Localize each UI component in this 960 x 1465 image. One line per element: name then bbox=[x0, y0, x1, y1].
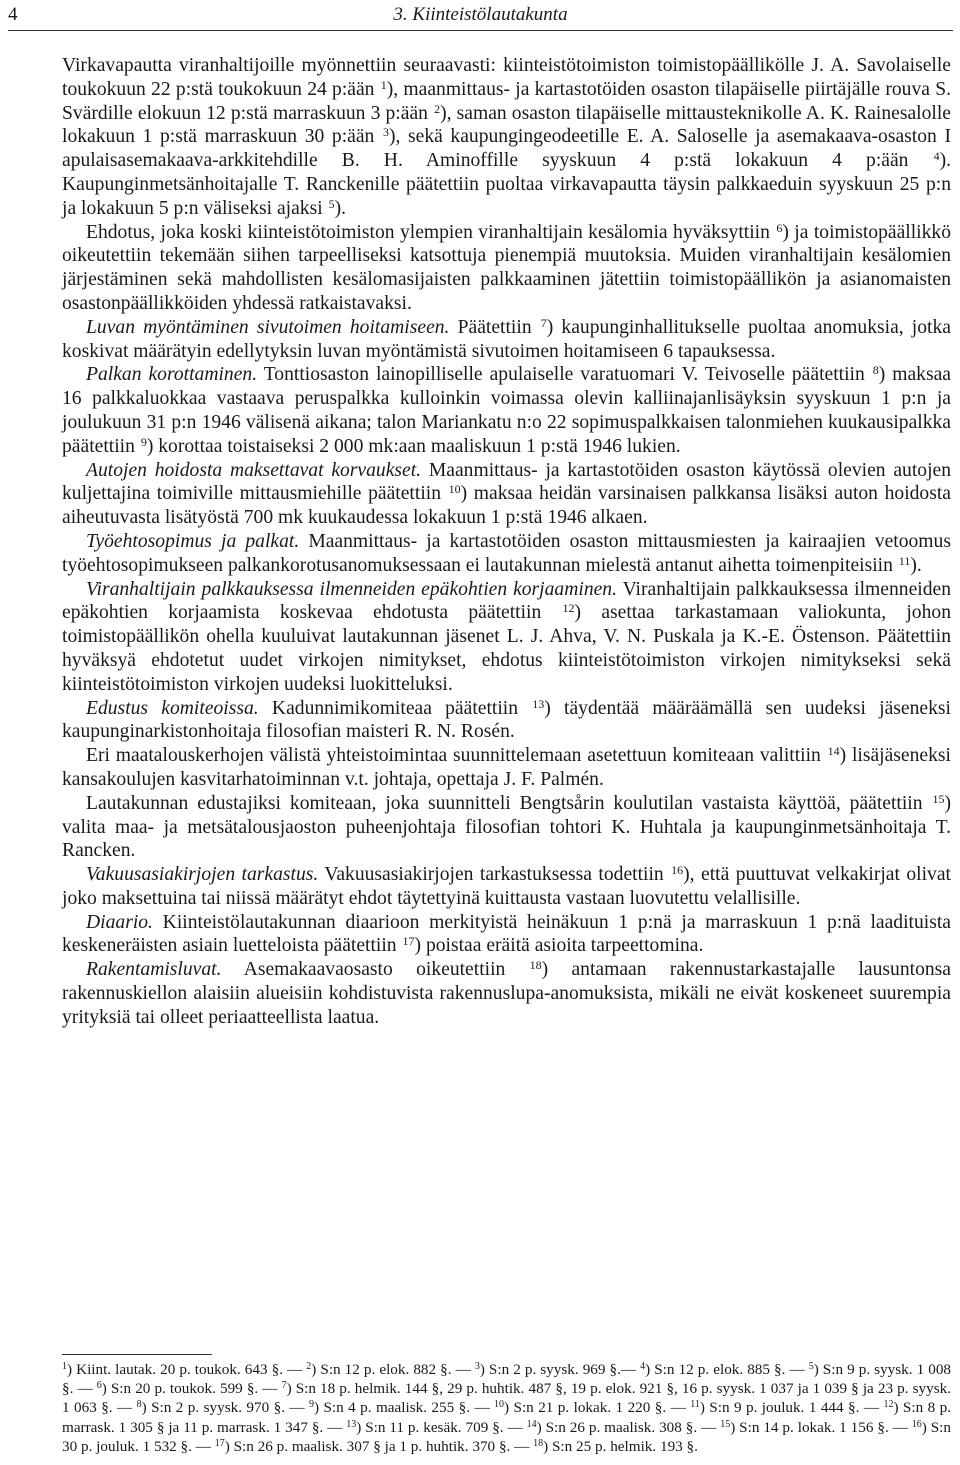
footnote-ref: 16 bbox=[671, 863, 684, 878]
section-heading: Autojen hoidosta maksettavat korvaukset. bbox=[86, 459, 422, 481]
section-heading: Rakentamisluvat. bbox=[86, 959, 222, 981]
text-run: ) S:n 2 p. syysk. 969 §.— bbox=[479, 1361, 641, 1378]
text-run: ) S:n 21 p. lokak. 1 220 §. — bbox=[504, 1399, 691, 1417]
paragraph bbox=[62, 316, 951, 364]
footnote-ref: 9 bbox=[140, 434, 147, 449]
text-run: ) S:n 14 p. lokak. 1 156 §. — bbox=[730, 1418, 912, 1436]
paragraph bbox=[62, 363, 951, 458]
section-heading: Edustus komiteoissa. bbox=[86, 697, 259, 719]
text-run: ) S:n 2 p. syysk. 970 §. — bbox=[141, 1399, 310, 1417]
footnote-ref: 9 bbox=[309, 1399, 315, 1411]
text-run: Kadunnimikomiteaa päätettiin bbox=[258, 697, 532, 719]
text-run: ) korottaa toistaiseksi 2 000 mk:aan maaliskuun 1 p:stä 1946 lukien. bbox=[146, 435, 681, 457]
paragraph bbox=[62, 54, 951, 221]
footnote-ref: 5 bbox=[328, 196, 335, 211]
section-heading: Vakuusasiakirjojen tarkastus. bbox=[86, 864, 319, 886]
paragraph bbox=[62, 958, 951, 1029]
text-run: ) lisäjäseneksi kansakoulujen kasvitarhatoiminnan v.t. johtaja, opettaja J. F. Palmén. bbox=[62, 745, 951, 790]
footnote-ref: 18 bbox=[533, 1437, 544, 1449]
paragraph bbox=[62, 744, 951, 792]
text-run: ) S:n 12 p. elok. 885 §. — bbox=[645, 1361, 809, 1378]
text-run: ) S:n 12 p. elok. 882 §. — bbox=[311, 1361, 475, 1378]
paragraph bbox=[62, 697, 951, 745]
paragraph bbox=[62, 459, 951, 530]
footnote-ref: 5 bbox=[808, 1361, 814, 1372]
text-run: ) S:n 8 p. marrask. 1 305 § ja 11 p. marrask. 1 347 §. — bbox=[62, 1399, 952, 1436]
text-run: ) S:n 4 p. maalisk. 255 §. — bbox=[314, 1399, 495, 1417]
footnote-ref: 12 bbox=[883, 1399, 894, 1411]
text-run: ) S:n 9 p. jouluk. 1 444 §. — bbox=[699, 1399, 884, 1417]
footnote-ref: 11 bbox=[690, 1399, 700, 1411]
footnote-ref: 8 bbox=[872, 363, 879, 378]
paragraph bbox=[62, 911, 951, 959]
footnote-ref: 6 bbox=[96, 1380, 102, 1392]
text-run: ) S:n 26 p. maalisk. 307 § ja 1 p. huhtik. 370 §. — bbox=[224, 1437, 534, 1455]
text-run: ), saman osaston tilapäiselle mittausteknikolle A. K. Rainesalolle lokakuun 1 p:stä marraskuun 30 p:ään bbox=[62, 102, 951, 148]
footnotes bbox=[62, 1360, 951, 1456]
text-run: Tonttiosaston lainopilliselle apulaiselle varatuomari V. Teivoselle päätettiin bbox=[257, 364, 872, 386]
footnote-ref: 10 bbox=[448, 482, 461, 497]
text-run: ) S:n 11 p. kesäk. 709 §. — bbox=[356, 1418, 527, 1436]
text-run: ) ja toimistopäällikkö oikeutettiin tekemään siihen tarpeelliseksi katsottuja pienempiä muutoksia. Muiden viranhaltijain kesälomien järjestäminen sekä mahdollisten kesälomasijaisten palkkaaminen jätettiin toimistopäällikön ja asianomaisten osastonpäällikköiden yhdessä ratkaistavaksi. bbox=[62, 221, 951, 314]
text-run: Eri maatalouskerhojen välistä yhteistoimintaa suunnittelemaan asetettuun komiteaan valittiin bbox=[86, 745, 827, 767]
text-run: ) poistaa eräitä asioita tarpeettomina. bbox=[414, 935, 704, 957]
footnote-ref: 18 bbox=[529, 958, 542, 973]
page-header bbox=[8, 2, 953, 28]
text-run: ). bbox=[910, 554, 922, 576]
text-run: ) asettaa tarkastamaan valiokunta, johon toimistopäällikön ohella kuuluivat lautakunnan jäsenet L. J. Ahva, V. N. Puskala ja K.-E. Östenson. Päätettiin hyväksyä ehdotetut uudet virkojen nimitykset, ehdotus kiinteistötoimiston virkojen nimitykseksi sekä kiinteistötoimiston virkojen uudeksi luokitteluksi. bbox=[62, 602, 951, 695]
text-run: ), sekä kaupungingeodeetille E. A. Saloselle ja asemakaava-osaston I apulaisasemakaava-arkkitehdille B. H. Aminoffille syyskuun 4 p:stä lokakuun 4 p:ään bbox=[62, 126, 951, 172]
footnote-ref: 1 bbox=[62, 1361, 67, 1372]
footnote-ref: 4 bbox=[933, 149, 940, 164]
paragraph bbox=[62, 578, 951, 697]
text-run: ) valita maa- ja metsätalousjaoston puheenjohtaja filosofian tohtori K. Huhtala ja kaupunginmetsänhoitaja T. Rancken. bbox=[62, 792, 951, 862]
section-heading: Diaario. bbox=[86, 911, 153, 933]
text-run: Lautakunnan edustajiksi komiteaan, joka suunnitteli Bengtsårin koulutilan vastaista käyttöä, päätettiin bbox=[86, 792, 932, 814]
text-run: ), että puuttuvat velkakirjat olivat joko maksettuina tai niissä määrätyt ehdot täytettyinä kuittausta vastaan luovutettu velallisille. bbox=[62, 864, 951, 909]
text-run: ) S:n 20 p. toukok. 599 §. — bbox=[101, 1380, 282, 1398]
footnote-ref: 7 bbox=[540, 315, 547, 330]
footnote-ref: 14 bbox=[827, 744, 840, 759]
running-title: 3. Kiinteistölautakunta bbox=[393, 4, 568, 25]
text-run: ) kaupunginhallitukselle puoltaa anomuksia, jotka koskivat määrätyin edellytyksin luvan myöntämistä sivutoimen hoitamiseen 6 tapauksessa. bbox=[62, 316, 951, 362]
text-run: Maanmittaus- ja kartastotöiden osaston käytössä olevien autojen kuljettajina toimiville mittausmiehille päätettiin bbox=[62, 459, 952, 505]
text-run: ), maanmittaus- ja kartastotöiden osaston tilapäiselle piirtäjälle rouva S. Svärdille elokuun 12 p:stä marraskuun 3 p:ään bbox=[62, 78, 951, 124]
paragraph bbox=[62, 221, 951, 316]
footnote-ref: 6 bbox=[776, 220, 783, 235]
text-run: Virkavapautta viranhaltijoille myönnettiin seuraavasti: kiinteistötoimiston toimistopäällikölle J. A. Savolaiselle toukokuun 22 p:stä toukokuun 24 p:ään bbox=[62, 55, 951, 100]
text-run: ) antamaan rakennustarkastajalle lausuntonsa rakennuskiellon alaisiin alueisiin kohdistuvista rakennuslupa-anomuksista, mikäli ne eivät koskeneet suurempia yrityksiä tai olleet periaatteellista laatua. bbox=[62, 959, 951, 1028]
footnote-ref: 10 bbox=[494, 1399, 505, 1411]
footnote-ref: 3 bbox=[382, 125, 389, 140]
footnote-ref: 14 bbox=[526, 1418, 537, 1430]
text-run: Asemakaavaosasto oikeutettiin bbox=[221, 959, 529, 981]
footnote-ref: 13 bbox=[532, 696, 545, 711]
footnote-ref: 3 bbox=[474, 1361, 480, 1372]
text-run: Maanmittaus- ja kartastotöiden osaston mittausmiesten ja kairaajien vetoomus työehtosopimukseen palkankorotusanomuksessaan ei lautakunnan mielestä antanut aihetta toimenpiteisiin bbox=[62, 530, 951, 576]
footnote-ref: 1 bbox=[380, 77, 387, 92]
section-heading: Työehtosopimus ja palkat. bbox=[86, 530, 300, 552]
text-run: Viranhaltijain palkkauksessa ilmenneiden epäkohtien korjaamista koskevaa ehdotusta päätettiin bbox=[62, 578, 951, 624]
body-text bbox=[62, 54, 951, 1030]
text-run: ) S:n 30 p. jouluk. 1 532 §. — bbox=[62, 1418, 951, 1455]
header-rule bbox=[8, 30, 953, 31]
footnote-rule bbox=[62, 1354, 212, 1355]
text-run: Ehdotus, joka koski kiinteistötoimiston ylempien viranhaltijain kesälomia hyväksyttiin bbox=[86, 221, 776, 243]
text-run: Päätettiin bbox=[449, 316, 540, 338]
footnote-ref: 4 bbox=[640, 1361, 646, 1372]
text-run: Kiinteistölautakunnan diaarioon merkityistä heinäkuun 1 p:nä ja marraskuun 1 p:nä laadituista keskeneräisten asiain luetteloista päätettiin bbox=[62, 911, 951, 957]
footnote-ref: 8 bbox=[136, 1399, 142, 1411]
footnote-ref: 7 bbox=[281, 1380, 287, 1392]
footnote-ref: 15 bbox=[720, 1418, 731, 1430]
text-run: ) S:n 25 p. helmik. 193 §. bbox=[543, 1437, 698, 1455]
section-heading: Luvan myöntäminen sivutoimen hoitamiseen. bbox=[86, 316, 450, 338]
text-run: ) S:n 26 p. maalisk. 308 §. — bbox=[536, 1418, 721, 1436]
text-run: ) täydentää määräämällä sen uudeksi jäseneksi kaupunginarkistonhoitaja filosofian maisteri R. N. Rosén. bbox=[62, 697, 951, 743]
text-run: ) maksaa 16 palkkaluokkaa vastaava peruspalkka kulloinkin voimassa olevin kalliinajanlisäyksin syyskuun 1 p:n ja joulukuun 31 p:n 1946 välisenä aikana; talon Mariankatu n:o 22 sopimuspalkkaisen talonmiehen kuukausipalkka päätettiin bbox=[62, 364, 951, 457]
text-run: ). bbox=[334, 197, 346, 219]
text-run: ). Kaupunginmetsänhoitajalle T. Ranckenille päätettiin puoltaa virkavapautta täysin palkkaeduin syyskuun 25 p:n ja lokakuun 5 p:n väliseksi ajaksi bbox=[62, 150, 951, 219]
footnote-ref: 2 bbox=[306, 1361, 312, 1372]
footnote-ref: 16 bbox=[911, 1418, 922, 1430]
footnote-ref: 13 bbox=[346, 1418, 357, 1430]
paragraph bbox=[62, 792, 951, 863]
footnote-ref: 17 bbox=[402, 934, 415, 949]
section-heading: Viranhaltijain palkkauksessa ilmenneiden epäkohtien korjaaminen. bbox=[86, 578, 618, 600]
text-run: ) S:n 18 p. helmik. 144 §, 29 p. huhtik. 487 §, 19 p. elok. 921 §, 16 p. syysk. 1 037 ja 1 039 § ja 23 p. syysk. 1 063 §. — bbox=[62, 1380, 951, 1417]
section-heading: Palkan korottaminen. bbox=[86, 364, 258, 386]
text-run: ) Kiint. lautak. 20 p. toukok. 643 §. — bbox=[67, 1361, 307, 1378]
page-number: 4 bbox=[8, 4, 18, 25]
footnote-ref: 11 bbox=[898, 553, 911, 568]
footnote-ref: 15 bbox=[932, 791, 945, 806]
text-run: ) maksaa heidän varsinaisen palkkansa lisäksi auton hoidosta aiheutuvasta lisätyöstä 700 mk kuukaudessa lokakuun 1 p:stä 1946 alkaen. bbox=[62, 483, 951, 529]
text-run: ) S:n 9 p. syysk. 1 008 §. — bbox=[62, 1361, 952, 1398]
text-run: Vakuusasiakirjojen tarkastuksessa todettiin bbox=[318, 864, 671, 886]
footnote-ref: 2 bbox=[434, 101, 441, 116]
footnote-ref: 12 bbox=[562, 601, 575, 616]
paragraph bbox=[62, 530, 951, 578]
paragraph bbox=[62, 863, 951, 911]
footnote-ref: 17 bbox=[214, 1437, 225, 1449]
